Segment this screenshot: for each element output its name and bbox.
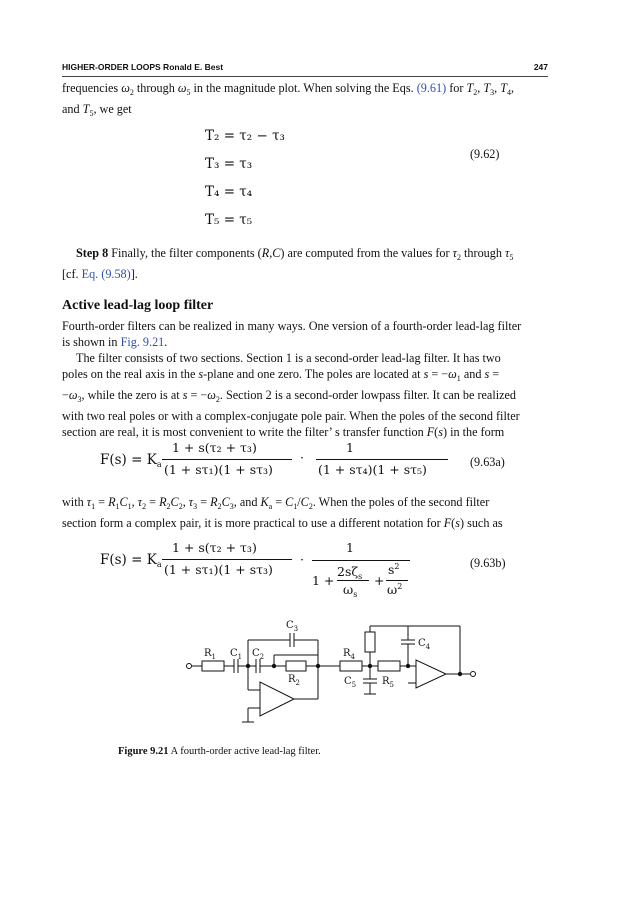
eq-9-62-line2: T₃ = τ₃ <box>205 156 253 172</box>
figure-caption-text: A fourth-order active lead-lag filter. <box>168 746 321 757</box>
section-heading: Active lead-lag loop filter <box>62 298 214 313</box>
eq-9-63b-num1: 1 + s(τ₂ + τ₃) <box>172 540 257 555</box>
eq-9-62-line3: T₄ = τ₄ <box>205 184 253 200</box>
p2-line7: section are real, it is most convenient to write the filter’ s transfer function F(s) in the form <box>62 425 505 439</box>
junction-node <box>368 664 372 668</box>
eq-9-62-number: (9.62) <box>470 147 500 161</box>
label-r2: $R_2$ <box>288 674 300 687</box>
eq-9-63b-number: (9.63b) <box>470 556 506 570</box>
p2-line5: $-\omega_3$, while the zero is at $s = -\omega_2$. Section 2 is a second-order lowpass filter. It can be realized <box>62 388 517 404</box>
resistor-r5 <box>378 661 400 671</box>
p1-line2: and $T_5$, we get <box>62 102 132 118</box>
eq-9-63a-dot: · <box>300 450 304 465</box>
p2-line6: with two real poles or with a complex-conjugate pole pair. When the poles of the second filter <box>62 409 520 423</box>
running-header-title: HIGHER-ORDER LOOPS Ronald E. Best <box>62 62 224 72</box>
eq-9-61-link[interactable]: (9.61) <box>416 81 447 95</box>
junction-node <box>458 672 462 676</box>
p2-line4: poles on the real axis in the s-plane and one zero. The poles are located at $s = -\omega_1$ and s = <box>62 367 500 383</box>
eq-9-63a-number: (9.63a) <box>470 455 505 469</box>
figure-caption <box>118 746 321 757</box>
eq-9-63b-num2: 1 <box>346 540 354 555</box>
label-c4: $C_4$ <box>418 638 431 651</box>
label-c1: $C_1$ <box>230 648 243 661</box>
op-amp-1 <box>260 682 294 716</box>
p3-line1: with $\tau_1 = R_1C_1$, $\tau_2 = R_2C_2$, $\tau_3 = R_2C_3$, and $K_a = C_1/C_2$. When the poles of the second filter <box>62 495 490 511</box>
label-r5: $R_5$ <box>382 676 394 689</box>
step8-line1: Step 8 Finally, the filter components (R,C) are computed from the values for $\tau_2$ through $\tau_5$ <box>76 246 514 262</box>
eq-9-63b-frac1-num: $2s\zeta_s$ <box>337 564 363 581</box>
p2-line1: Fourth-order filters can be realized in many ways. One version of a fourth-order lead-lag filter <box>62 319 522 333</box>
junction-node <box>272 664 276 668</box>
junction-node <box>246 664 250 668</box>
eq-9-63b-frac2-den: $\omega^2$ <box>387 582 403 597</box>
eq-9-63a-num2: 1 <box>346 440 354 455</box>
output-terminal <box>471 672 476 677</box>
p2-line2: is shown in Fig. 9.21. <box>62 335 168 349</box>
p1-line1: frequencies $\omega_2$ through $\omega_5$ in the magnitude plot. When solving the Eqs. (9.61) for $T_2$, $T_3$, $T_4$, <box>62 81 515 97</box>
resistor-r4 <box>340 661 362 671</box>
eq-9-63b-den1: (1 + sτ₁)(1 + sτ₃) <box>164 562 273 577</box>
eq-9-58-link[interactable]: Eq. (9.58) <box>81 267 131 281</box>
resistor-r2 <box>286 661 306 671</box>
p3-line2: section form a complex pair, it is more practical to use a different notation for F(s) such as <box>62 516 503 530</box>
resistor-r1 <box>202 661 224 671</box>
resistor-vertical <box>365 632 375 652</box>
label-c3: $C_3$ <box>286 620 299 633</box>
junction-node <box>406 664 410 668</box>
label-c5: $C_5$ <box>344 676 357 689</box>
eq-9-63a-den2: (1 + sτ₄)(1 + sτ₅) <box>318 462 427 477</box>
eq-9-62-line1: T₂ = τ₂ − τ₃ <box>205 128 285 144</box>
eq-9-63a-lhs: $F(s) = K_a$ <box>100 452 162 469</box>
eq-9-62-line4: T₅ = τ₅ <box>205 212 253 228</box>
eq-9-63b-den-one: 1 + <box>312 573 335 588</box>
junction-node <box>316 664 320 668</box>
eq-9-63b-lhs: $F(s) = K_a$ <box>100 552 162 569</box>
label-c2: $C_2$ <box>252 648 265 661</box>
eq-9-63a-den1: (1 + sτ₁)(1 + sτ₃) <box>164 462 273 477</box>
eq-9-63b-plus: + <box>374 573 385 588</box>
input-terminal <box>187 664 192 669</box>
eq-9-63a-num1: 1 + s(τ₂ + τ₃) <box>172 440 257 455</box>
eq-9-63b-frac2-num: $s^2$ <box>388 562 400 577</box>
page-number: 247 <box>533 62 548 72</box>
figure-label: Figure 9.21 <box>118 746 169 757</box>
eq-9-63b-dot: · <box>300 552 304 567</box>
op-amp-2 <box>416 660 446 688</box>
fig-9-21-link[interactable]: Fig. 9.21 <box>120 335 165 349</box>
step8-line2: [cf. Eq. (9.58)]. <box>62 267 138 281</box>
label-r1: $R_1$ <box>204 648 216 661</box>
p2-line3: The filter consists of two sections. Section 1 is a second-order lead-lag filter. It has two <box>76 351 501 365</box>
label-r4: $R_4$ <box>343 648 355 661</box>
eq-9-63b-frac1-den: $\omega_s$ <box>343 582 358 599</box>
